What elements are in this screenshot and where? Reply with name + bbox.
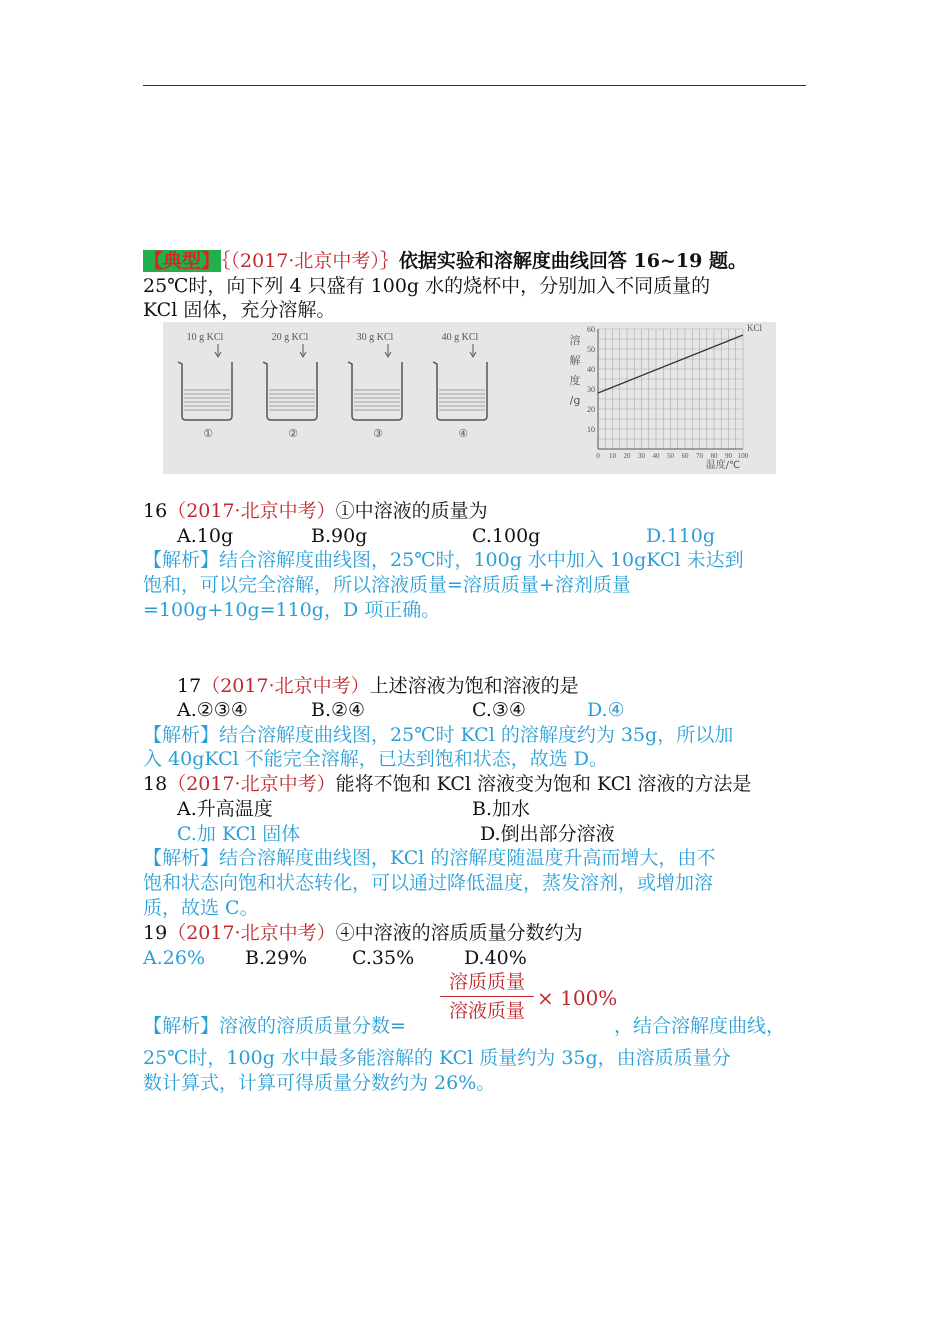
q17-analysis-1: 【解析】结合溶解度曲线图，25℃时 KCl 的溶解度约为 35g，所以加 [143, 724, 734, 746]
beaker-4-number: ④ [458, 427, 468, 440]
q16-number: 16 [143, 500, 168, 522]
q19-number: 19 [143, 922, 168, 944]
y-tick-label: 60 [587, 325, 595, 334]
x-tick-label: 10 [609, 452, 616, 460]
q19-text: ④中溶液的溶质质量分数约为 [335, 922, 583, 944]
q16-stem [143, 499, 488, 523]
intro-line-2: KCl 固体，充分溶解。 [143, 299, 336, 321]
y-axis-label-char: 解 [569, 354, 581, 367]
beaker-4 [433, 332, 487, 440]
q19-stem [143, 921, 583, 945]
q16-source: （2017·北京中考） [167, 500, 336, 522]
y-axis-label-char: /g [569, 394, 581, 407]
formula-numerator: 溶质质量 [440, 970, 534, 997]
beaker-2-body [263, 362, 317, 420]
q16-option-a: A.10g [177, 525, 234, 547]
x-tick-label: 40 [652, 452, 660, 460]
q19-option-d: D.40% [464, 947, 527, 969]
x-tick-label: 90 [725, 452, 732, 460]
q16-option-d: D.110g [646, 525, 716, 547]
beaker-1-body [178, 362, 232, 420]
beaker-2-label: 20 g KCl [271, 332, 309, 343]
q19-option-b: B.29% [245, 947, 308, 969]
q16-option-c: C.100g [472, 525, 541, 547]
experiment-figure [163, 322, 776, 474]
formula-denominator: 溶液质量 [448, 1000, 525, 1022]
beaker-3-body [348, 362, 402, 420]
beaker-1-label: 10 g KCl [186, 332, 224, 343]
beaker-2-number: ② [288, 427, 298, 440]
y-tick-label: 30 [587, 385, 595, 394]
x-axis-label: 温度/℃ [705, 460, 741, 471]
q17-option-a: A.②③④ [177, 699, 248, 721]
q18-option-c: C.加 KCl 固体 [177, 823, 301, 845]
formula-times-100: × 100% [537, 986, 618, 1010]
figure-svg [163, 322, 776, 474]
q19-analysis-prefix: 溶液的溶质质量分数= [219, 1015, 406, 1037]
y-tick-label: 50 [587, 345, 595, 354]
beaker-1 [178, 332, 232, 440]
q18-number: 18 [143, 773, 168, 795]
q17-number: 17 [177, 675, 202, 697]
beaker-3-number: ③ [373, 427, 383, 440]
source-label: ｛（2017·北京中考）｝ [221, 250, 399, 272]
q17-source: （2017·北京中考） [201, 675, 370, 697]
intro-line-1: 25℃时，向下列 4 只盛有 100g 水的烧杯中，分别加入不同质量的 [143, 275, 711, 297]
q18-analysis-1: 【解析】结合溶解度曲线图，KCl 的溶解度随温度升高而增大，由不 [143, 847, 716, 869]
q16-analysis-2: 饱和，可以完全溶解，所以溶液质量=溶质质量+溶剂质量 [143, 574, 631, 596]
q18-option-d: D.倒出部分溶液 [480, 823, 615, 845]
kcl-curve-label: KCl [747, 323, 763, 333]
x-tick-label: 20 [623, 452, 631, 460]
mass-fraction-formula [440, 970, 534, 1023]
q16-analysis-1: 【解析】结合溶解度曲线图，25℃时，100g 水中加入 10gKCl 未达到 [143, 549, 744, 571]
q16-option-b: B.90g [311, 525, 368, 547]
x-tick-label: 100 [737, 452, 749, 460]
q18-stem [143, 772, 751, 796]
q19-option-c: C.35% [352, 947, 415, 969]
type-tag: 【典型】 [144, 250, 221, 272]
beaker-1-number: ① [203, 427, 213, 440]
q17-option-b: B.②④ [311, 699, 366, 721]
beaker-group [178, 332, 487, 440]
beaker-2 [263, 332, 317, 440]
q18-option-b: B.加水 [472, 798, 531, 820]
q17-stem [177, 674, 579, 698]
q16-text: ①中溶液的质量为 [335, 500, 488, 522]
q18-analysis-3: 质，故选 C。 [143, 897, 259, 919]
solubility-graph [570, 323, 763, 471]
q19-option-a: A.26% [143, 947, 205, 969]
x-tick-label: 50 [667, 452, 674, 460]
q19-analysis-suffix: ，结合溶解度曲线， [614, 1015, 786, 1037]
q16-analysis-3: =100g+10g=110g，D 项正确。 [143, 599, 441, 621]
x-tick-label: 60 [681, 452, 689, 460]
q17-option-c: C.③④ [472, 699, 526, 721]
q19-analysis-2: 25℃时，100g 水中最多能溶解的 KCl 质量约为 35g，由溶质质量分 [143, 1047, 731, 1069]
x-tick-label: 80 [710, 452, 718, 460]
beaker-4-label: 40 g KCl [441, 332, 479, 343]
q17-text: 上述溶液为饱和溶液的是 [369, 675, 579, 697]
q19-source: （2017·北京中考） [167, 922, 336, 944]
q16-analysis-tag: 【解析】 [143, 549, 220, 571]
beaker-4-body [433, 362, 487, 420]
q19-analysis-1 [143, 1014, 406, 1038]
q17-option-d: D.④ [587, 699, 625, 721]
beaker-3-label: 30 g KCl [356, 332, 394, 343]
q19-analysis-3: 数计算式，计算可得质量分数约为 26%。 [143, 1072, 496, 1094]
y-tick-label: 10 [587, 425, 595, 434]
problem-heading [143, 249, 747, 273]
q18-option-a: A.升高温度 [177, 798, 273, 820]
q17-analysis-tag: 【解析】 [143, 724, 220, 746]
x-tick-label: 70 [696, 452, 703, 460]
y-axis-label-char: 溶 [569, 334, 581, 347]
q18-source: （2017·北京中考） [167, 773, 336, 795]
q19-analysis-tag: 【解析】 [143, 1015, 220, 1037]
beaker-3 [348, 332, 402, 440]
x-tick-label: 30 [638, 452, 645, 460]
q18-analysis-2: 饱和状态向饱和状态转化，可以通过降低温度，蒸发溶剂，或增加溶 [143, 872, 714, 894]
y-axis-label-char: 度 [569, 374, 581, 387]
q17-analysis-2: 入 40gKCl 不能完全溶解，已达到饱和状态，故选 D。 [143, 748, 608, 770]
q18-analysis-tag: 【解析】 [143, 847, 220, 869]
header-rule [143, 85, 806, 86]
y-tick-label: 20 [587, 405, 595, 414]
y-tick-label: 40 [587, 365, 595, 374]
q18-text: 能将不饱和 KCl 溶液变为饱和 KCl 溶液的方法是 [335, 773, 752, 795]
x-tick-label: 0 [596, 452, 600, 460]
heading-prompt: 依据实验和溶解度曲线回答 16~19 题。 [398, 250, 747, 272]
